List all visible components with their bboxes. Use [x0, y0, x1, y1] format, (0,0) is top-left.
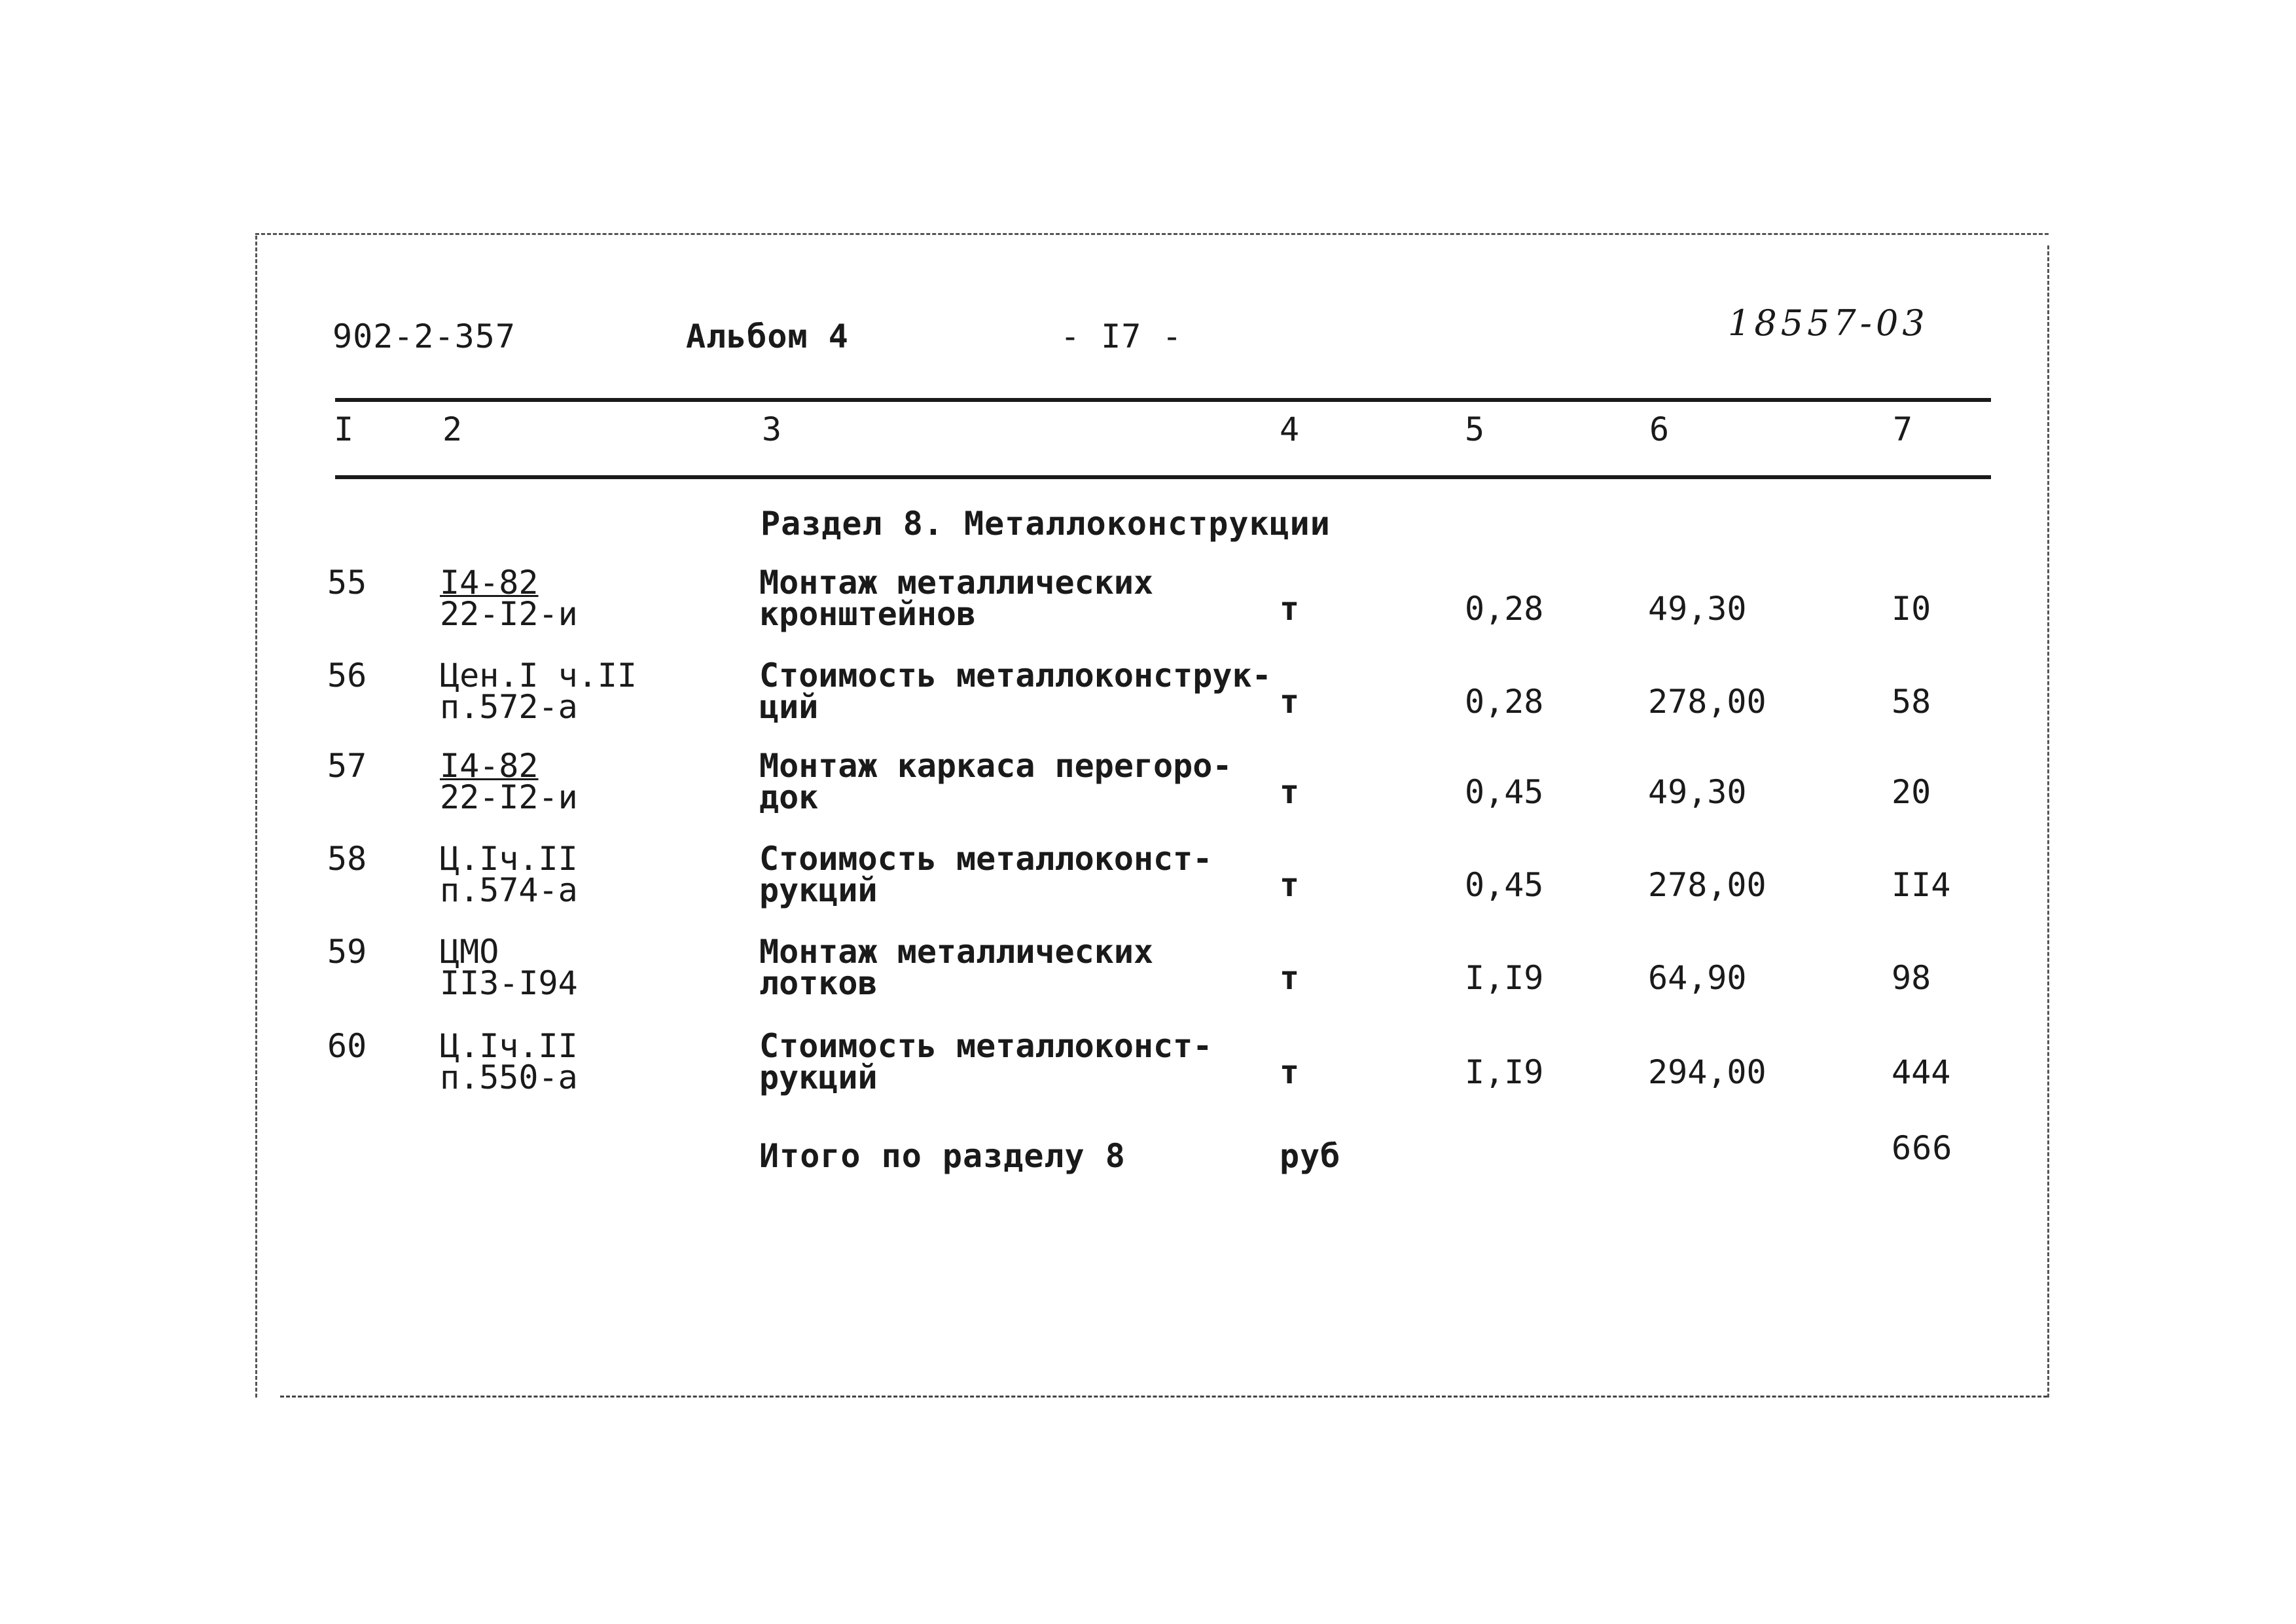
- rate-code: [440, 657, 637, 726]
- description-line-2: кронштейнов: [759, 595, 977, 633]
- quantity: 0,28: [1465, 683, 1544, 721]
- rate-code-line-2: п.550-а: [440, 1058, 578, 1096]
- total-cost: I0: [1892, 590, 1931, 628]
- handwritten-doc-number: 18557-03: [1728, 302, 1929, 344]
- unit: т: [1280, 866, 1300, 904]
- frame-top-border: [255, 233, 2049, 235]
- unit: т: [1280, 590, 1300, 628]
- row-number: 59: [327, 933, 367, 971]
- rate-code-line-2: II3-I94: [440, 964, 578, 1002]
- work-description: [759, 747, 1232, 816]
- description-line-2: ций: [759, 688, 819, 726]
- unit-price: 64,90: [1648, 959, 1747, 997]
- rate-code: [440, 1027, 578, 1096]
- rate-code-line-1: ЦМО: [440, 933, 499, 971]
- unit: т: [1280, 959, 1300, 997]
- total-cost: 20: [1892, 773, 1931, 811]
- frame-bottom-border: [280, 1396, 2047, 1398]
- unit-price: 49,30: [1648, 590, 1747, 628]
- row-number: 58: [327, 840, 367, 878]
- unit-price: 294,00: [1648, 1053, 1767, 1091]
- column-number-3: 3: [762, 410, 783, 448]
- rate-code: [440, 564, 578, 633]
- quantity: 0,45: [1465, 773, 1544, 811]
- description-line-2: рукций: [759, 1058, 878, 1096]
- quantity: 0,45: [1465, 866, 1544, 904]
- section-total-label: Итого по разделу 8: [759, 1137, 1126, 1175]
- row-number: 55: [327, 564, 367, 602]
- rate-code-line-1: Ц.Iч.II: [440, 1027, 578, 1065]
- rate-code: [440, 933, 578, 1002]
- album-label: Альбом 4: [686, 317, 849, 355]
- rate-code: [440, 747, 578, 816]
- rate-code-line-2: 22-I2-и: [440, 778, 578, 816]
- row-number: 56: [327, 657, 367, 695]
- unit-price: 278,00: [1648, 866, 1767, 904]
- work-description: [759, 1027, 1213, 1096]
- row-number: 57: [327, 747, 367, 785]
- description-line-2: рукций: [759, 871, 878, 909]
- total-cost: II4: [1892, 866, 1951, 904]
- column-number-5: 5: [1465, 410, 1486, 448]
- column-number-2: 2: [442, 410, 463, 448]
- table-top-rule: [335, 398, 1991, 402]
- page-number: - I7 -: [1060, 317, 1183, 355]
- quantity: 0,28: [1465, 590, 1544, 628]
- description-line-1: Монтаж каркаса перегоро-: [759, 747, 1232, 785]
- unit: т: [1280, 683, 1300, 721]
- table-row: [0, 1027, 2296, 1115]
- table-row: [0, 840, 2296, 928]
- table-row: [0, 747, 2296, 835]
- rate-code: [440, 840, 578, 909]
- rate-code-line-1: Ц.Iч.II: [440, 840, 578, 878]
- rate-code-line-2: п.574-а: [440, 871, 578, 909]
- column-number-1: I: [334, 410, 355, 448]
- row-number: 60: [327, 1027, 367, 1065]
- rate-code-line-1: Цен.I ч.II: [440, 657, 637, 695]
- total-cost: 444: [1892, 1053, 1951, 1091]
- section-title: Раздел 8. Металлоконструкции: [761, 505, 1331, 543]
- quantity: I,I9: [1465, 959, 1544, 997]
- work-description: [759, 564, 1154, 633]
- section-total-value: 666: [1892, 1129, 1953, 1167]
- rate-code-line-2: 22-I2-и: [440, 595, 578, 633]
- description-line-1: Монтаж металлических: [759, 564, 1154, 602]
- column-number-6: 6: [1649, 410, 1670, 448]
- section-total-unit: руб: [1280, 1137, 1341, 1175]
- rate-code-line-2: п.572-а: [440, 688, 578, 726]
- total-cost: 98: [1892, 959, 1931, 997]
- unit-price: 49,30: [1648, 773, 1747, 811]
- description-line-1: Стоимость металлоконст-: [759, 840, 1213, 878]
- table-row: [0, 564, 2296, 652]
- work-description: [759, 933, 1154, 1002]
- rate-code-line-1: I4-82: [440, 747, 539, 785]
- total-cost: 58: [1892, 683, 1931, 721]
- description-line-2: лотков: [759, 964, 878, 1002]
- table-header-rule: [335, 475, 1991, 479]
- column-number-7: 7: [1893, 410, 1914, 448]
- table-row: [0, 933, 2296, 1021]
- description-line-1: Стоимость металлоконст-: [759, 1027, 1213, 1065]
- rate-code-line-1: I4-82: [440, 564, 539, 602]
- description-line-2: док: [759, 778, 819, 816]
- document-code: 902-2-357: [332, 317, 516, 355]
- table-row: [0, 657, 2296, 745]
- work-description: [759, 840, 1213, 909]
- unit-price: 278,00: [1648, 683, 1767, 721]
- column-number-4: 4: [1280, 410, 1300, 448]
- description-line-1: Стоимость металлоконструк-: [759, 657, 1272, 695]
- description-line-1: Монтаж металлических: [759, 933, 1154, 971]
- work-description: [759, 657, 1272, 726]
- quantity: I,I9: [1465, 1053, 1544, 1091]
- unit: т: [1280, 1053, 1300, 1091]
- unit: т: [1280, 773, 1300, 811]
